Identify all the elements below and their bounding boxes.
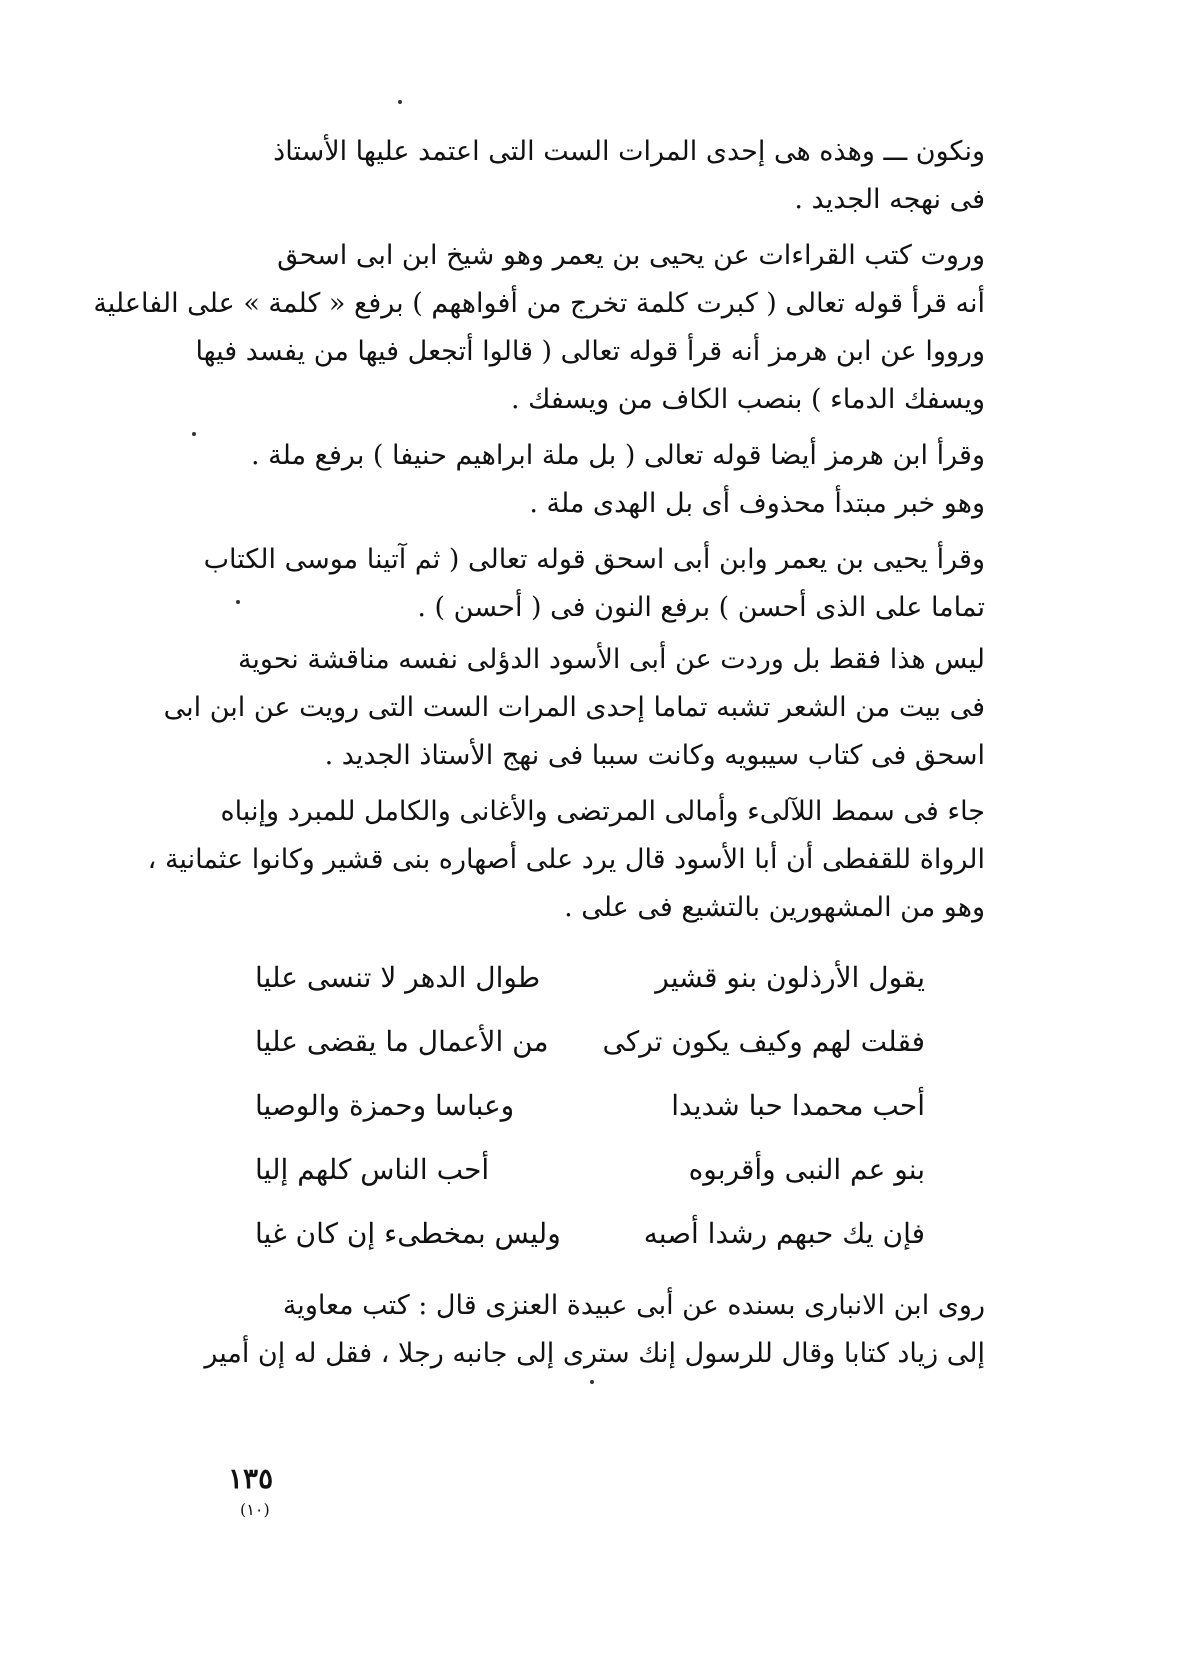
text-line: روى ابن الانبارى بسنده عن أبى عبيدة العنزى قال : كتب معاوية: [282, 1290, 985, 1321]
verse-first-hemistich: بنو عم النبى وأقربوه: [688, 1153, 925, 1186]
text-line: وقرأ ابن هرمز أيضا قوله تعالى ( بل ملة ابراهيم حنيفا ) برفع ملة .: [251, 440, 985, 471]
text-line: ويسفك الدماء ) بنصب الكاف من ويسفك .: [510, 384, 985, 415]
page-number: ١٣٥: [228, 1462, 274, 1495]
text-line: وهو من المشهورين بالتشيع فى على .: [564, 892, 985, 923]
scan-speck: [398, 100, 402, 104]
text-line: وروت كتب القراءات عن يحيى بن يعمر وهو شيخ ابن ابى اسحق: [277, 240, 985, 271]
text-line: اسحق فى كتاب سيبويه وكانت سببا فى نهج الأستاذ الجديد .: [324, 740, 985, 771]
verse-second-hemistich: أحب الناس كلهم إليا: [255, 1153, 490, 1186]
paragraph-5: [163, 636, 985, 780]
poem-verse: [255, 1138, 925, 1202]
text-line: أنه قرأ قوله تعالى ( كبرت كلمة تخرج من أفواههم ) برفع « كلمة » على الفاعلية: [93, 288, 985, 319]
text-line: تماما على الذى أحسن ) برفع النون فى ( أحسن ) .: [417, 592, 985, 623]
text-line: وهو خبر مبتدأ محذوف أى بل الهدى ملة .: [529, 488, 985, 519]
paragraph-3: [225, 432, 985, 528]
verse-second-hemistich: وعباسا وحمزة والوصيا: [255, 1089, 515, 1122]
verse-second-hemistich: وليس بمخطىء إن كان غيا: [255, 1217, 561, 1250]
verse-first-hemistich: يقول الأرذلون بنو قشير: [655, 961, 925, 994]
verse-first-hemistich: فقلت لهم وكيف يكون تركى: [602, 1025, 925, 1058]
text-line: الرواة للقفطى أن أبا الأسود قال يرد على أصهاره بنى قشير وكانوا عثمانية ،: [147, 844, 985, 875]
scan-speck: [236, 600, 240, 604]
poem-verse: [255, 1074, 925, 1138]
paragraph-6: [147, 788, 985, 932]
text-line: جاء فى سمط اللآلىء وأمالى المرتضى والأغانى والكامل للمبرد وإنباه: [220, 796, 985, 827]
text-line: ونكون ـــ وهذه هى إحدى المرات الست التى اعتمد عليها الأستاذ: [273, 136, 985, 167]
scan-speck: [192, 432, 196, 436]
verse-second-hemistich: طوال الدهر لا تنسى عليا: [255, 961, 541, 994]
text-line: وقرأ يحيى بن يعمر وابن أبى اسحق قوله تعالى ( ثم آتينا موسى الكتاب: [203, 544, 985, 575]
poem-verse: [255, 1202, 925, 1266]
paragraph-4: [203, 536, 985, 632]
poem-verse: [255, 1010, 925, 1074]
text-line: ورووا عن ابن هرمز أنه قرأ قوله تعالى ( قالوا أتجعل فيها من يفسد فيها: [195, 336, 985, 367]
scan-speck: [590, 1380, 594, 1384]
text-line: ليس هذا فقط بل وردت عن أبى الأسود الدؤلى نفسه مناقشة نحوية: [237, 644, 985, 675]
text-line: إلى زياد كتابا وقال للرسول إنك سترى إلى جانبه رجلا ، فقل له إن أمير: [204, 1338, 985, 1369]
poem: [255, 946, 925, 1266]
paragraph-2: [93, 232, 985, 424]
text-line: فى بيت من الشعر تشبه تماما إحدى المرات الست التى رويت عن ابن ابى: [163, 692, 985, 723]
signature-mark: (١٠): [240, 1500, 270, 1519]
paragraph-1: [225, 128, 985, 224]
verse-second-hemistich: من الأعمال ما يقضى عليا: [255, 1025, 549, 1058]
verse-first-hemistich: فإن يك حبهم رشدا أصبه: [643, 1217, 925, 1250]
poem-verse: [255, 946, 925, 1010]
text-line: فى نهجه الجديد .: [794, 184, 985, 215]
verse-first-hemistich: أحب محمدا حبا شديدا: [671, 1089, 925, 1122]
closing-paragraph: [204, 1282, 985, 1378]
